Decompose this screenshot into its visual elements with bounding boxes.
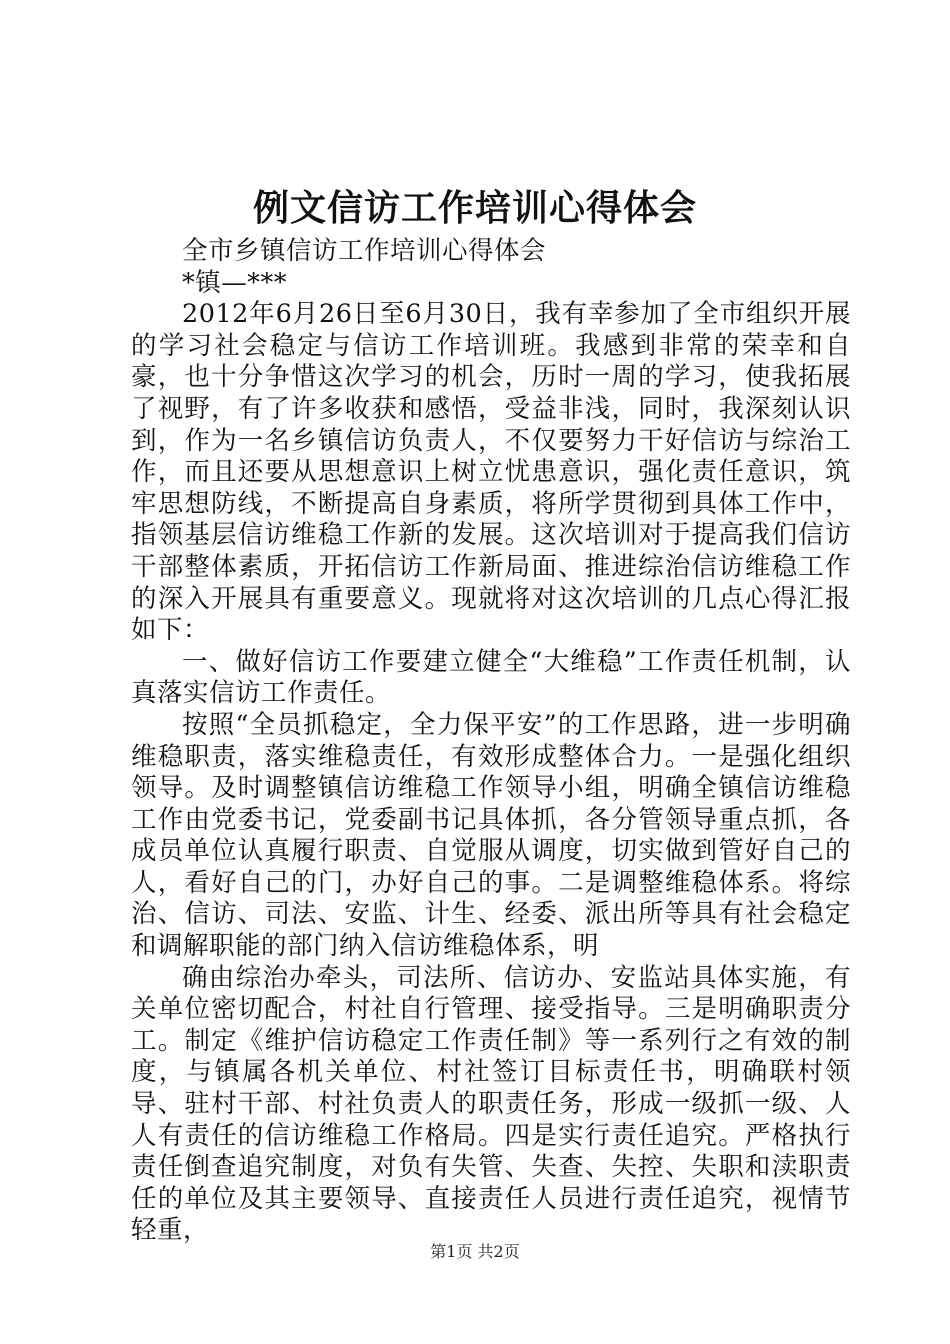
body-paragraph: 确由综治办牵头，司法所、信访办、安监站具体实施，有关单位密切配合，村社自行管理、接受指导。三是明确职责分工。制定《维护信访稳定工作责任制》等一系列行之有效的制度，与镇属各机关单位、村社签订目标责任书，明确联村领导、驻村干部、村社负责人的职责任务，形成一级抓一级、人人有责任的信访维稳工作格局。四是实行责任追究。严格执行责任倒查追究制度，对负有失管、失查、失控、失职和渎职责任的单位及其主要领导、直接责任人员进行责任追究，视情节轻重， — [131, 962, 851, 1246]
section-heading: 一、做好信访工作要建立健全“大维稳”工作责任机制，认真落实信访工作责任。 — [131, 646, 851, 709]
document-body — [131, 236, 851, 1247]
body-paragraph: 按照“全员抓稳定，全力保平安”的工作思路，进一步明确维稳职责，落实维稳责任，有效形成整体合力。一是强化组织领导。及时调整镇信访维稳工作领导小组，明确全镇信访维稳工作由党委书记，党委副书记具体抓，各分管领导重点抓，各成员单位认真履行职责、自觉服从调度，切实做到管好自己的人，看好自己的门，办好自己的事。二是调整维稳体系。将综治、信访、司法、安监、计生、经委、派出所等具有社会稳定和调解职能的部门纳入信访维稳体系，明 — [131, 709, 851, 962]
subtitle-paragraph: 全市乡镇信访工作培训心得体会 — [182, 236, 547, 266]
document-title: 例文信访工作培训心得体会 — [252, 187, 697, 229]
author-line: *镇—*** — [182, 267, 288, 298]
page-number: 第1页 共2页 — [430, 1242, 520, 1261]
body-paragraph: 2012年6月26日至6月30日，我有幸参加了全市组织开展的学习社会稳定与信访工作培训班。我感到非常的荣幸和自豪，也十分争惜这次学习的机会，历时一周的学习，使我拓展了视野，有了许多收获和感悟，受益非浅，同时，我深刻认识到，作为一名乡镇信访负责人，不仅要努力干好信访与综治工作，而且还要从思想意识上树立忧患意识，强化责任意识，筑牢思想防线，不断提高自身素质，将所学贯彻到具体工作中，指领基层信访维稳工作新的发展。这次培训对于提高我们信访干部整体素质，开拓信访工作新局面、推进综治信访维稳工作的深入开展具有重要意义。现就将对这次培训的几点心得汇报如下： — [131, 299, 851, 646]
